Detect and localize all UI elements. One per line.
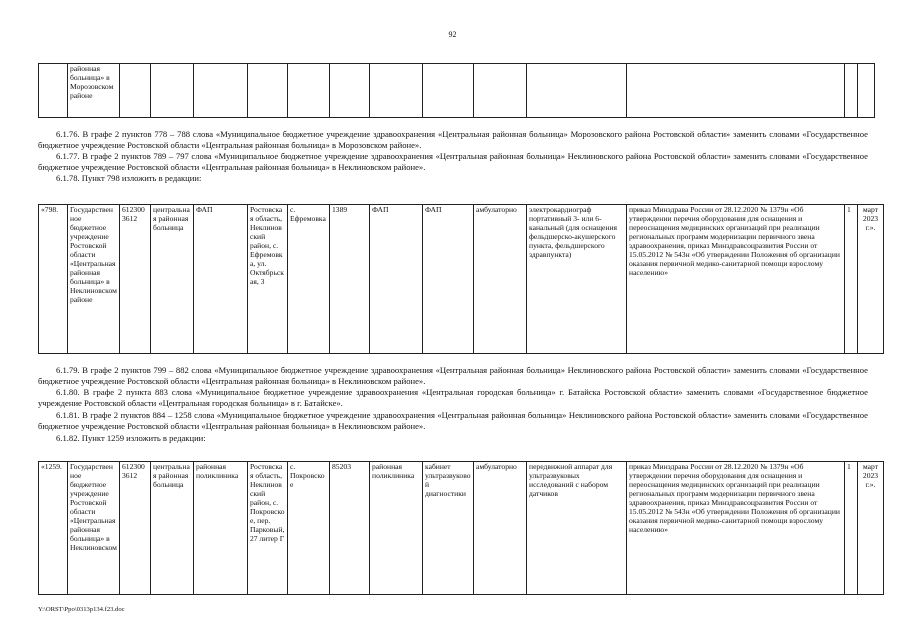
top-table-fragment (38, 63, 875, 118)
care-conditions: амбулаторно (474, 462, 527, 595)
unit-name-3: ФАП (423, 205, 474, 354)
paragraph-6-1-82: 6.1.82. Пункт 1259 изложить в редакции: (56, 433, 206, 443)
settlement: с. Ефремовка (288, 205, 330, 354)
population: 1389 (330, 205, 370, 354)
paragraph-6-1-77: 6.1.77. В графе 2 пунктов 789 – 797 слова «Муниципальное бюджетное учреждение здравоохранения «Центральная районная больница» Неклиновского района Ростовской области» заменить словами «Государственное бюджетное учреждение Ростовской области «Центральная районная больница» в Неклиновском районе». (38, 151, 868, 172)
unit-name-2: ФАП (370, 205, 423, 354)
row-number: «1259. (39, 462, 68, 595)
equipment: электрокардиограф портативный 3- или 6- канальный (для оснащения фельдшерско-акушерского пункта, фельдшерского здравпункта) (527, 205, 627, 354)
organization-name: Государственное бюджетное учреждение Ростовской области «Центральная районная больница» в Неклиновском районе (68, 205, 120, 354)
cell-org-continuation: районная больница» в Морозовском районе (68, 64, 120, 118)
paragraph-6-1-78: 6.1.78. Пункт 798 изложить в редакции: (56, 173, 202, 183)
deadline: март 2023 г.». (858, 205, 884, 354)
settlement: с. Покровское (288, 462, 330, 595)
unit-name-2: районная поликлиника (370, 462, 423, 595)
quantity: 1 (845, 205, 858, 354)
cell-empty (39, 64, 68, 118)
legal-basis: приказ Минздрава России от 28.12.2020 № 1379н «Об утверждении перечня оборудования для оснащения и переоснащения медицинских организаций при реализации региональных программ модернизации первичного звена здравоохранения, приказ Минздравсоцразвития России от 15.05.2012 № 543н «Об утверждении Положения об организации оказания первичной медико-санитарной помощи взрослому населению» (627, 205, 845, 354)
file-path-footer: Y:\ORST\Ppo\0313p134.f23.doc (38, 606, 125, 613)
quantity: 1 (845, 462, 858, 595)
organization-name: Государственное бюджетное учреждение Ростовской области «Центральная районная больница» в Неклиновском (68, 462, 120, 595)
unit-name: районная поликлиника (194, 462, 248, 595)
address: Ростовская область, Неклиновский район, с. Покровское, пер. Парковый, 27 литер Г (248, 462, 288, 595)
table-row-1259 (38, 461, 884, 595)
legal-basis: приказ Минздрава России от 28.12.2020 № 1379н «Об утверждении перечня оборудования для оснащения и переоснащения медицинских организаций при реализации региональных программ модернизации первичного звена здравоохранения, приказ Минздравсоцразвития России от 15.05.2012 № 543н «Об утверждении Положения об организации оказания первичной медико-санитарной помощи взрослому населению» (627, 462, 845, 595)
org-type: центральная районная больница (151, 462, 194, 595)
page-number: 92 (448, 30, 457, 39)
paragraph-6-1-80: 6.1.80. В графе 2 пункта 883 слова «Муниципальное бюджетное учреждение здравоохранения «Центральная городская больница» г. Батайска Ростовской области» заменить словами «Государственное бюджетное учреждение Ростовской области «Центральная городская больница» в г. Батайске». (38, 387, 868, 408)
unit-name: ФАП (194, 205, 248, 354)
care-conditions: амбулаторно (474, 205, 527, 354)
row-number: «798. (39, 205, 68, 354)
paragraph-6-1-79: 6.1.79. В графе 2 пунктов 799 – 882 слова «Муниципальное бюджетное учреждение здравоохранения «Центральная районная больница» Неклиновского района Ростовской области» заменить словами «Государственное бюджетное учреждение Ростовской области «Центральная районная больница» в Неклиновском районе». (38, 365, 868, 386)
deadline: март 2023 г.». (858, 462, 884, 595)
org-code: 612300 3612 (120, 205, 151, 354)
org-type: центральная районная больница (151, 205, 194, 354)
address: Ростовская область, Неклиновский район, с. Ефремовка, ул. Октябрьская, 3 (248, 205, 288, 354)
table-row-798 (38, 204, 884, 354)
paragraph-6-1-81: 6.1.81. В графе 2 пунктов 884 – 1258 слова «Муниципальное бюджетное учреждение здравоохранения «Центральная районная больница» Неклиновского района Ростовской области» заменить словами «Государственное бюджетное учреждение Ростовской области «Центральная районная больница» в Неклиновском районе». (38, 410, 868, 431)
equipment: передвижной аппарат для ультразвуковых исследований с набором датчиков (527, 462, 627, 595)
population: 85203 (330, 462, 370, 595)
paragraph-6-1-76: 6.1.76. В графе 2 пунктов 778 – 788 слова «Муниципальное бюджетное учреждение здравоохранения «Центральная районная больница» Морозовского района Ростовской области» заменить словами «Государственное бюджетное учреждение Ростовской области «Центральная районная больница» в Морозовском районе». (38, 129, 868, 150)
unit-name-3: кабинет ультразвуковой диагностики (423, 462, 474, 595)
org-code: 612300 3612 (120, 462, 151, 595)
